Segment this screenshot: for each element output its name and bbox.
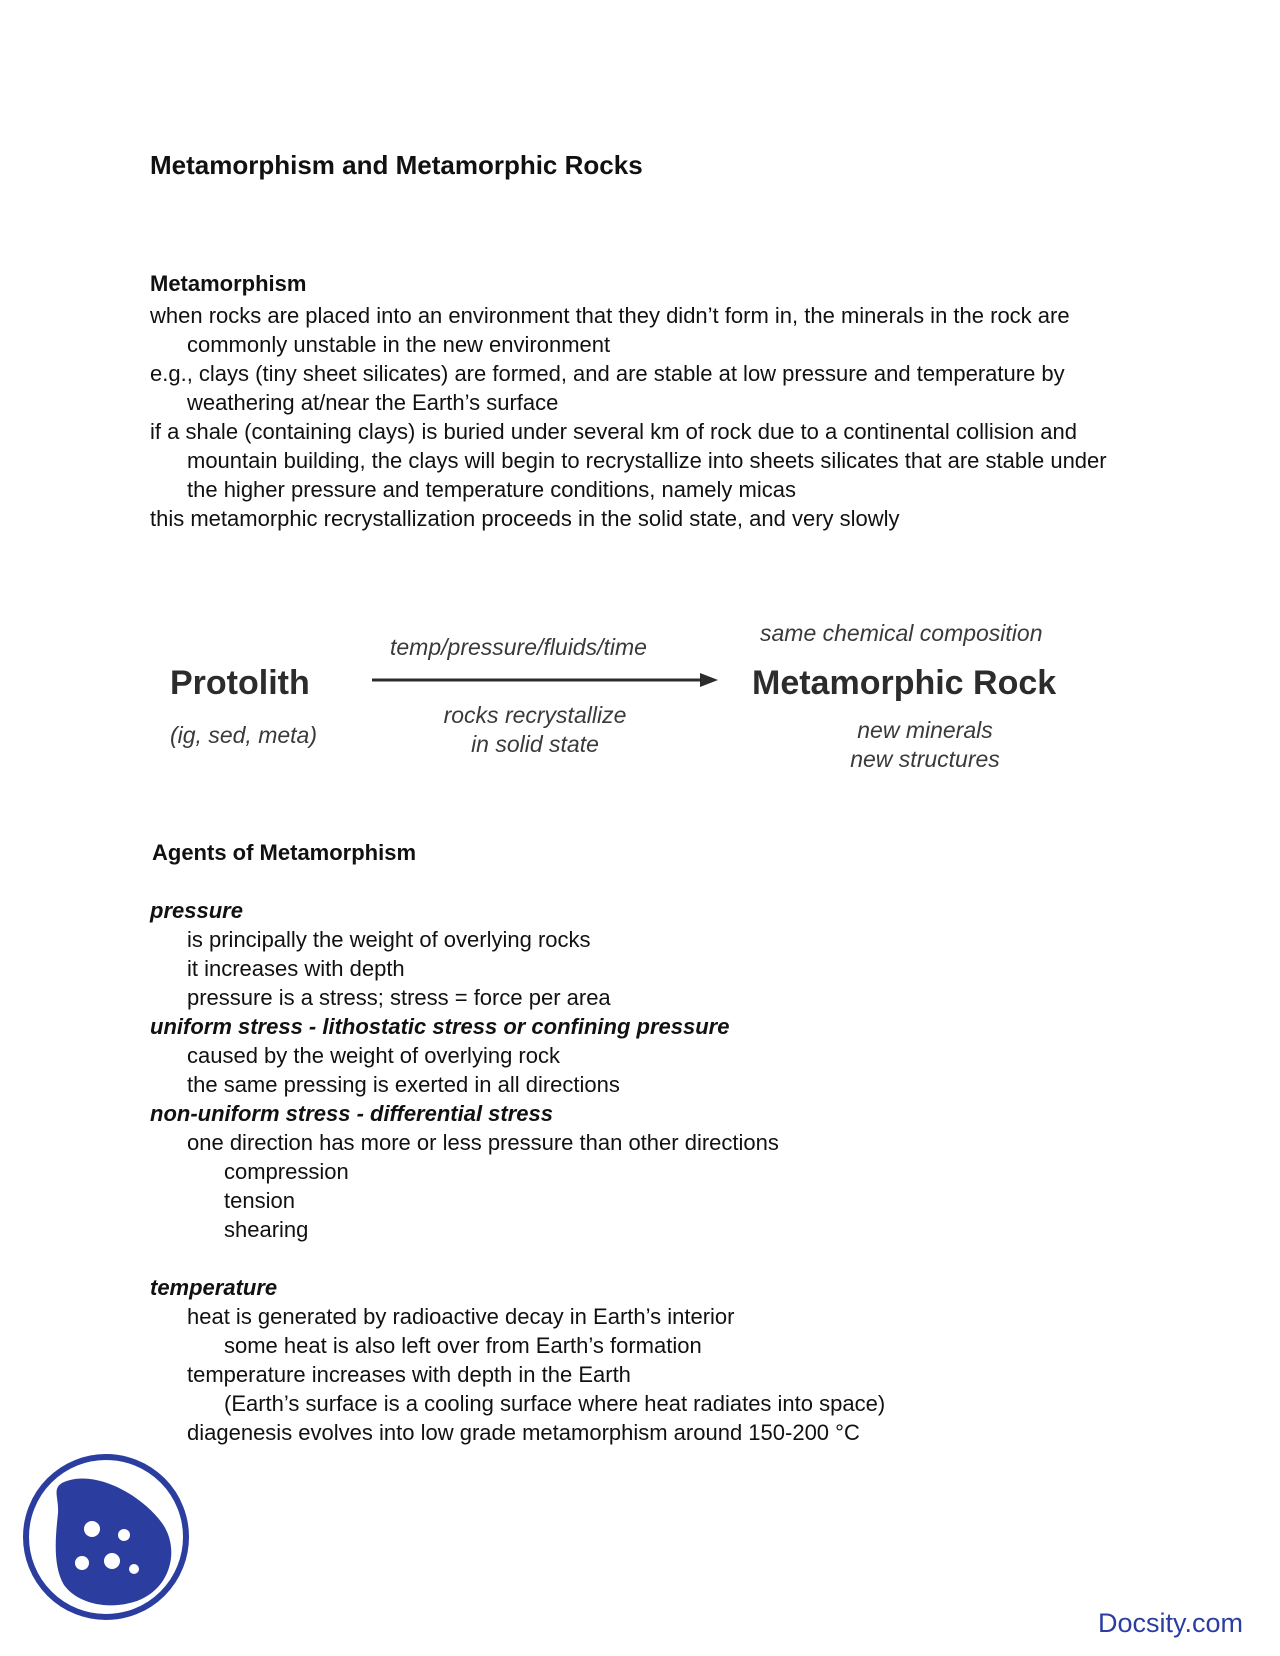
paragraph: when rocks are placed into an environment that they didn’t form in, the minerals in the rock are commonly unstable in the new environment (150, 303, 1070, 357)
agent-line: diagenesis evolves into low grade metamorphism around 150-200 °C (187, 1420, 860, 1445)
section-heading-agents: Agents of Metamorphism (152, 840, 417, 865)
agent-line: it increases with depth (187, 956, 405, 981)
spacer (150, 1244, 885, 1273)
result-changes (820, 716, 1030, 774)
agent-line: temperature increases with depth in the Earth (187, 1362, 631, 1387)
agent-heading: non-uniform stress - differential stress (150, 1101, 554, 1126)
paragraph: if a shale (containing clays) is buried under several km of rock due to a continental collision and mountain building, the clays will begin to recrystallize into sheets silicates that are stable under the higher pressure and temperature conditions, namely micas (150, 419, 1107, 502)
agent-line: caused by the weight of overlying rock (187, 1043, 560, 1068)
document-title: Metamorphism and Metamorphic Rocks (150, 150, 643, 180)
agent-heading: temperature (150, 1275, 278, 1300)
agent-heading: uniform stress - lithostatic stress or confining pressure (150, 1014, 730, 1039)
result-change-line: new minerals (857, 717, 993, 743)
agent-line: the same pressing is exerted in all directions (187, 1072, 620, 1097)
arrow-process (420, 701, 650, 759)
agents-list (150, 896, 885, 1447)
arrow-process-line: in solid state (471, 731, 599, 757)
docsity-watermark-link[interactable]: Docsity.com (1098, 1608, 1244, 1638)
agent-line: pressure is a stress; stress = force per area (187, 985, 611, 1010)
process-arrow-icon (372, 672, 718, 688)
agent-line: is principally the weight of overlying rocks (187, 927, 591, 952)
agent-subline: compression (224, 1159, 349, 1184)
agent-subline: some heat is also left over from Earth’s formation (224, 1333, 702, 1358)
agent-line: heat is generated by radioactive decay in Earth’s interior (187, 1304, 735, 1329)
metamorphism-paragraphs (150, 301, 1130, 533)
result-composition: same chemical composition (760, 620, 1043, 646)
agent-line: one direction has more or less pressure than other directions (187, 1130, 779, 1155)
agent-heading: pressure (150, 898, 243, 923)
paragraph: e.g., clays (tiny sheet silicates) are formed, and are stable at low pressure and temperature by weathering at/near the Earth’s surface (150, 361, 1065, 415)
result-change-line: new structures (850, 746, 1000, 772)
agent-subline: shearing (224, 1217, 309, 1242)
paragraph: this metamorphic recrystallization proceeds in the solid state, and very slowly (150, 506, 900, 531)
docsity-logo-icon (22, 1453, 190, 1621)
arrow-conditions: temp/pressure/fluids/time (390, 634, 647, 660)
protolith-label: Protolith (170, 664, 310, 702)
agent-subline: tension (224, 1188, 295, 1213)
arrow-process-line: rocks recrystallize (443, 702, 627, 728)
agent-subline: (Earth’s surface is a cooling surface where heat radiates into space) (224, 1391, 886, 1416)
protolith-types: (ig, sed, meta) (170, 722, 317, 748)
section-heading-metamorphism: Metamorphism (150, 271, 307, 296)
metamorphic-rock-label: Metamorphic Rock (752, 664, 1057, 702)
